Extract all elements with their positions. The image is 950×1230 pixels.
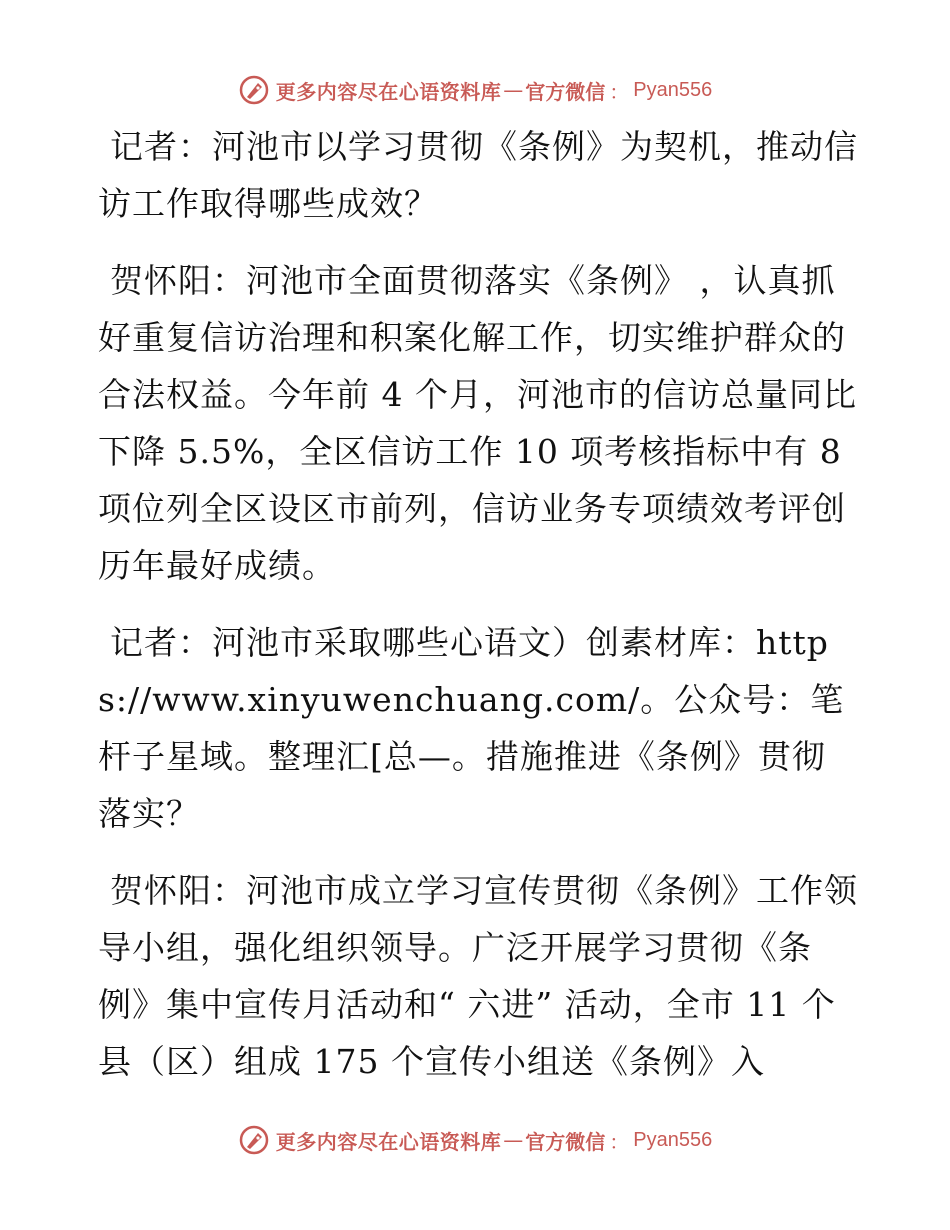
watermark-main-text: 更多内容尽在心语资料库 [275,79,502,104]
header-watermark [0,70,950,110]
footer-watermark [0,1120,950,1160]
watermark-colon: ： [609,79,630,104]
paragraph-answer-2: 贺怀阳：河池市成立学习宣传贯彻《条例》工作领导小组，强化组织领导。广泛开展学习贯彻《条例》集中宣传月活动和“ 六进” 活动，全市 11 个县（区）组成 175 个宣传小组送《条例》入 [98,871,858,1081]
watermark-official-label: 官方微信 [525,1129,606,1154]
paragraph-reporter-question-1: 记者：河池市以学习贯彻《条例》为契机，推动信访工作取得哪些成效？ [98,127,858,223]
watermark-wechat-id: Pyan556 [633,78,713,101]
watermark-colon: ： [609,1129,630,1154]
watermark-main-text: 更多内容尽在心语资料库 [275,1129,502,1154]
pen-nib-logo-icon [238,74,270,106]
paragraph-reporter-question-2: 记者：河池市采取哪些心语文）创素材库：https://www.xinyuwenchuang.com/。公众号：笔杆子星域。整理汇[总—。措施推进《条例》贯彻落实？ [98,623,845,833]
pen-nib-logo-icon [238,1124,270,1156]
document-body [98,118,858,1110]
watermark-dash: — [503,78,524,102]
paragraph-answer-1: 贺怀阳：河池市全面贯彻落实《条例》 ，认真抓好重复信访治理和积案化解工作，切实维护群众的合法权益。今年前 4 个月，河池市的信访总量同比下降 5.5%，全区信访工作 10 项考核指标中有 8 项位列全区设区市前列，信访业务专项绩效考评创历年最好成绩。 [98,261,857,585]
watermark-official-label: 官方微信 [525,79,606,104]
watermark-dash: — [503,1128,524,1152]
watermark-wechat-id: Pyan556 [633,1128,713,1151]
